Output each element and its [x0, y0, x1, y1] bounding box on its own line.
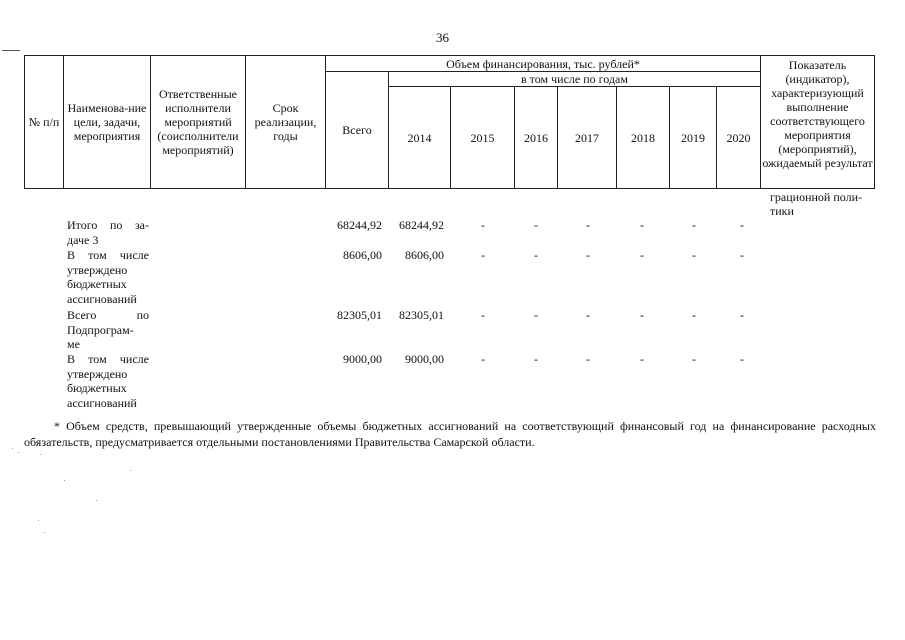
- row-2015: -: [481, 308, 485, 322]
- row-2014: 9000,00: [405, 352, 444, 366]
- header-year-2016: 2016: [515, 87, 558, 189]
- header-year-2015: 2015: [451, 87, 515, 189]
- header-indicator: Показатель (индикатор), характеризующий выполнение соответствующего мероприятия (мероприятий), ожидаемый результат: [761, 56, 875, 189]
- row-2020: -: [740, 248, 744, 262]
- row-2014: 8606,00: [405, 248, 444, 262]
- row-2016: -: [534, 218, 538, 232]
- row-2017: -: [586, 248, 590, 262]
- header-year-2019: 2019: [670, 87, 717, 189]
- row-2020: -: [740, 352, 744, 366]
- header-funding: Объем финансирования, тыс. рублей*: [326, 56, 761, 72]
- header-year-2017: 2017: [558, 87, 617, 189]
- row-label: В том числе утверждено бюджетных ассигнований: [67, 352, 149, 410]
- row-2014: 82305,01: [399, 308, 444, 322]
- row-total: 8606,00: [343, 248, 382, 262]
- indicator-continuation: грационной поли-тики: [770, 190, 863, 218]
- row-label: Всего по Подпрограм- ме: [67, 308, 149, 351]
- header-by-years: в том числе по годам: [389, 72, 761, 87]
- row-2014: 68244,92: [399, 218, 444, 232]
- row-2016: -: [534, 248, 538, 262]
- header-year-2018: 2018: [617, 87, 670, 189]
- row-label: В том числе утверждено бюджетных ассигнований: [67, 248, 149, 306]
- page-number: 36: [436, 30, 449, 45]
- header-executors: Ответственные исполнители мероприятий (соисполнители мероприятий): [151, 56, 246, 189]
- row-2020: -: [740, 218, 744, 232]
- row-total: 9000,00: [343, 352, 382, 366]
- row-2018: -: [640, 218, 644, 232]
- row-2017: -: [586, 352, 590, 366]
- row-2017: -: [586, 308, 590, 322]
- header-year-2014: 2014: [389, 87, 451, 189]
- footnote: * Объем средств, превышающий утвержденные объемы бюджетных ассигнований на соответствующий финансовый год на финансирование расходных обязательств, предусматривается отдельными постановлениями Правительства Самарской области.: [24, 419, 876, 449]
- row-2016: -: [534, 308, 538, 322]
- row-2017: -: [586, 218, 590, 232]
- row-2020: -: [740, 308, 744, 322]
- row-2019: -: [692, 308, 696, 322]
- row-2019: -: [692, 352, 696, 366]
- row-2015: -: [481, 248, 485, 262]
- row-2018: -: [640, 352, 644, 366]
- row-total: 68244,92: [337, 218, 382, 232]
- header-name: Наименова-ние цели, задачи, мероприятия: [64, 56, 151, 189]
- header-term: Срок реализации, годы: [246, 56, 326, 189]
- table-header: [24, 55, 875, 189]
- row-2015: -: [481, 352, 485, 366]
- row-2015: -: [481, 218, 485, 232]
- row-total: 82305,01: [337, 308, 382, 322]
- row-2018: -: [640, 308, 644, 322]
- row-2018: -: [640, 248, 644, 262]
- row-2019: -: [692, 248, 696, 262]
- header-no: № п/п: [25, 56, 64, 189]
- header-total: Всего: [326, 72, 389, 189]
- row-2019: -: [692, 218, 696, 232]
- row-2016: -: [534, 352, 538, 366]
- header-year-2020: 2020: [717, 87, 761, 189]
- row-label: Итого по за- даче 3: [67, 218, 149, 247]
